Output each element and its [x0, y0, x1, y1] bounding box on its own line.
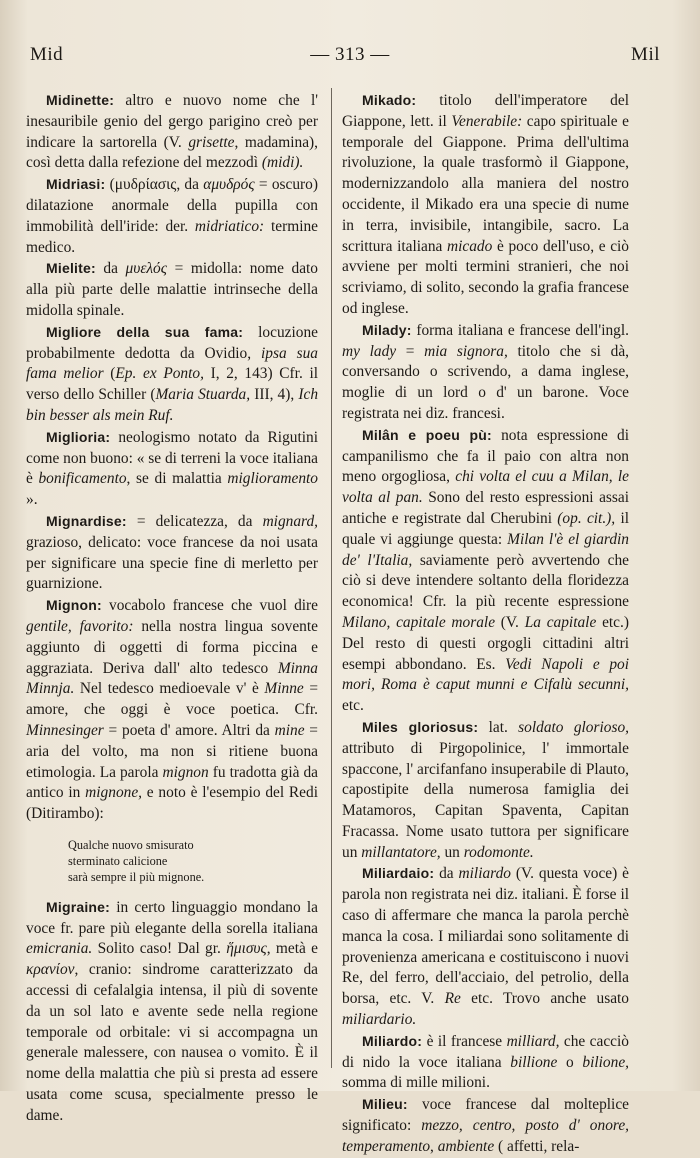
entry-text: capo spirituale e temporale del Giappone. Prima dell'ultima rivoluzione, la quale trasformò il Giappone, modernizzandolo alla maniera del nostro occidente, il Mikado era una specie di nume in terra, invisibile, intangibile, sacro. La scrittura italiana	[342, 112, 629, 255]
entry-text: un	[440, 843, 464, 861]
entry-italic-text: bilione,	[582, 1053, 629, 1071]
entry-italic-text: miliardo	[458, 865, 511, 883]
entry-italic-text: Minne	[264, 680, 304, 698]
entry-headword: Migraine:	[46, 898, 111, 915]
entry-headword: Miglioria:	[46, 428, 111, 445]
entry-italic-text: mine	[274, 721, 305, 739]
dictionary-entry	[342, 717, 629, 864]
entry-italic-text: mezzo, centro, posto d' onore, temperamento	[342, 1117, 629, 1155]
entry-text: è il francese	[422, 1032, 507, 1050]
right-entries	[342, 90, 629, 1158]
entry-text: (V.	[495, 613, 525, 631]
entry-text: ( affetti, rela-	[494, 1137, 580, 1155]
entry-italic-text: Minna Minnja.	[26, 659, 318, 698]
entry-text: che cacciò di nido la voce italiana	[342, 1032, 629, 1071]
quote-line: Qualche nuovo smisurato	[68, 837, 194, 852]
entry-italic-text: (op. cit.),	[557, 509, 616, 527]
entry-text: ,	[430, 1137, 438, 1155]
entry-text: attributo di Pirgopolinice, l' immortale spaccone, l' arcifanfano insuperabile di Plauto, capostipite della numerosa famiglia dei Matamoros, Capitan Spaventa, Capitan Fracassa. Nome usato tuttora per significare un	[342, 739, 629, 861]
entry-italic-text: midriatico:	[194, 217, 265, 235]
entry-text: (μυδρίασις, da	[105, 176, 204, 194]
right-column	[342, 90, 629, 1158]
entry-text: etc.	[342, 697, 364, 715]
entry-text: = midolla: nome dato alla più parte delle malattie intrinseche della midolla spinale.	[26, 260, 318, 319]
entry-text: termine medico.	[26, 217, 318, 256]
entry-text: = amore, che oggi è voce poetica. Cfr.	[26, 680, 318, 719]
entry-text: , madamina), così detta dalla refezione del mezzodì	[26, 133, 318, 172]
entry-text: è poco dell'uso, e ciò avviene per molti termini stranieri, che noi scriviamo, di solito, secondo la grafia francese od inglese.	[342, 237, 630, 317]
entry-text: voce francese dal molteplice significato:	[342, 1096, 629, 1135]
entry-italic-text: Milano, capitale morale	[342, 613, 496, 631]
entry-italic-text: micado	[447, 237, 493, 255]
entry-text: grazioso, delicato: voce francese da noi usata per significare una specie fine di merletto per guarnizione.	[26, 533, 318, 593]
entry-italic-text: soldato glorioso,	[518, 718, 629, 736]
dictionary-entry	[342, 1031, 629, 1094]
entry-text: = aria del volto, ma non si ritiene buona etimologia. La parola	[26, 721, 318, 781]
entry-italic-text: μυελός	[125, 260, 167, 278]
dictionary-entry	[26, 258, 318, 321]
entry-headword: Miliardaio:	[362, 865, 435, 882]
entry-text: lat.	[478, 718, 519, 736]
entry-text: in certo linguaggio mondano la voce fr. pare più elegante della sorella italiana	[26, 898, 318, 937]
running-head-right: Mil	[631, 44, 660, 65]
entry-text: = delicatezza, da	[126, 512, 263, 530]
dictionary-entry	[26, 897, 318, 1127]
entry-text: altro e nuovo nome che l' inesauribile genio del gergo parigino creò per indicare la sartorella (V.	[26, 92, 318, 151]
entry-text: titolo dell'imperatore del Giappone, lett. il	[342, 92, 629, 130]
quote-line: sterminato calicione	[68, 853, 168, 868]
entry-text: etc. Trovo anche usato	[460, 990, 629, 1008]
page-number: — 313 —	[310, 44, 390, 65]
entry-italic-text: ipsa sua fama melior	[26, 344, 318, 383]
entry-italic-text: ambiente	[437, 1137, 495, 1155]
entry-text: III, 4),	[250, 386, 299, 404]
entry-italic-text: rodomonte.	[463, 843, 534, 861]
entry-italic-text: Ich bin besser als mein Ruf.	[26, 386, 319, 424]
entry-italic-text: mignard,	[262, 512, 318, 530]
entry-headword: Mikado:	[362, 92, 417, 108]
entry-text: , metà e	[266, 940, 318, 958]
entry-text: , cranio: sindrome caratterizzato da accessi di cefalalgia intensa, il più di sovente da un sol lato e avente sede nella regione temporale od orbitale: vi si accompagna un generale malessere, con nausea o vomito. È il nome della malattia che più si presta ad essere usata come scusa, specialmente presso le dame.	[26, 961, 318, 1124]
entry-italic-text: Ep. ex Ponto,	[115, 365, 204, 383]
entry-text: I, 2, 143) Cfr. il verso dello Schiller (	[26, 365, 318, 404]
entry-text: nota espressione di campanilismo che fa il paio con altra non meno orgogliosa,	[342, 426, 629, 486]
entry-italic-text: ἥμισυς	[226, 940, 267, 958]
left-column	[26, 90, 318, 1127]
entry-text: o	[557, 1053, 583, 1071]
entry-italic-text: my lady	[342, 342, 397, 360]
dictionary-entry	[26, 174, 318, 258]
entry-text: da	[434, 865, 459, 883]
running-head-left: Mid	[30, 44, 64, 65]
quote-line: sarà sempre il più mignone.	[68, 869, 205, 884]
dictionary-entry	[26, 90, 318, 174]
entry-italic-text: mignon	[162, 763, 209, 781]
poem-quote	[68, 837, 318, 885]
entry-italic-text: Minnesinger	[26, 721, 104, 739]
entry-headword: Midriasi:	[46, 176, 106, 193]
entry-text: Solito caso! Dal gr.	[92, 940, 227, 958]
entry-italic-text: κρανίον	[26, 961, 75, 979]
entry-text: titolo che si dà, conversando o scrivendo, a dama inglese, moglie di un lord o d' un barone. Voce registrata nei diz. francesi.	[342, 342, 629, 422]
entry-text: Sono del resto espressioni assai antiche e registrate dal Cherubini	[342, 489, 629, 527]
entry-text: da	[95, 260, 126, 278]
running-head	[0, 34, 700, 64]
dictionary-entry	[26, 595, 318, 825]
entry-headword: Midinette:	[46, 92, 115, 108]
dictionary-entry	[342, 90, 629, 320]
entry-text: Nel tedesco medioevale v' è	[74, 680, 265, 698]
entry-italic-text: Vedi Napoli e poi mori, Roma è caput munni e Cifalù secunni,	[342, 655, 629, 694]
dictionary-entry	[26, 427, 318, 511]
entry-italic-text: Maria Stuarda,	[155, 386, 251, 404]
entry-text: fu tradotta già da antico in	[26, 763, 318, 802]
entry-text: = poeta d' amore. Altri da	[103, 721, 275, 739]
entry-italic-text: emicrania.	[26, 940, 93, 958]
dictionary-entry	[26, 511, 318, 595]
entry-text: ».	[26, 491, 38, 509]
entry-headword: Mignon:	[46, 597, 102, 614]
entry-italic-text: La capitale	[524, 613, 597, 631]
entry-headword: Migliore della sua fama:	[46, 323, 244, 340]
entry-text: somma di mille milioni.	[342, 1074, 490, 1092]
entry-headword: Milân e poeu pù:	[362, 426, 492, 443]
entry-text: (V. questa voce) è parola non registrata nei diz. italiani. È forse il caso di affermare che manca la parola perchè manca la cosa. I miliardai sono solitamente di provenienza americana e costituiscono i nuovi Re, del ferro, dell'acciaio, del petrolio, della borsa, etc. V.	[342, 865, 629, 1008]
dictionary-entry	[342, 863, 629, 1030]
entry-text: neologismo notato da Rigutini come non buono: « se di terreni la voce italiana è	[26, 428, 318, 488]
entry-text: forma italiana e francese dell'ingl.	[411, 321, 629, 339]
entry-text: nella nostra lingua sovente aggiunto di oggetti di forma piccina e aggraziata. Deriva dall' alto tedesco	[26, 617, 318, 677]
entry-italic-text: αμυδρός	[203, 176, 255, 194]
entry-italic-text: millantatore,	[361, 843, 441, 861]
entry-text: locuzione probabilmente dedotta da Ovidio,	[26, 323, 318, 362]
entry-italic-text: gentile, favorito:	[26, 617, 134, 635]
entry-headword: Mignardise:	[46, 512, 127, 529]
entry-italic-text: bonificamento	[38, 470, 127, 488]
entry-text: e noto è l'esempio del Redi (Ditirambo):	[26, 784, 318, 823]
entry-italic-text: miglioramento	[227, 470, 318, 488]
dictionary-entry	[26, 322, 318, 427]
entry-headword: Mielite:	[46, 260, 96, 277]
entry-headword: Miles gloriosus:	[362, 718, 479, 735]
entry-italic-text: (midi).	[261, 154, 304, 172]
dictionary-entry	[342, 320, 629, 425]
entry-italic-text: miliardario.	[342, 1011, 417, 1029]
entry-text: , se di malattia	[126, 470, 228, 488]
entry-headword: Miliardo:	[362, 1032, 423, 1049]
dictionary-entry	[342, 1094, 629, 1157]
entry-text: saviamente però avvertendo che ciò si deve intendere soltanto della floridezza economica! Cfr. la più recente espressione	[342, 551, 629, 611]
entry-italic-text: Re	[444, 990, 461, 1008]
entry-text: (	[103, 365, 116, 383]
entry-italic-text: chi volta el cuu a Milan, le volta al pan.	[342, 468, 630, 507]
entry-italic-text: Milan l'è el giardin de' l'Italia,	[342, 530, 629, 569]
entry-text: etc.) Del resto di questi orgogli cittadini altri esempi abbondano. Es.	[342, 613, 629, 673]
entry-headword: Milady:	[362, 321, 412, 338]
entry-text: =	[396, 342, 425, 360]
entry-italic-text: grisette	[188, 133, 235, 151]
entry-italic-text: mignone,	[85, 784, 143, 802]
left-entries	[26, 90, 318, 825]
entry-italic-text: mia signora,	[424, 342, 508, 360]
entry-italic-text: Venerabile:	[451, 112, 523, 130]
entry-headword: Milieu:	[362, 1096, 408, 1113]
entry-text: = oscuro) dilatazione anormale della pupilla con immobilità dell'iride: der.	[26, 176, 318, 235]
entry-italic-text: billione	[510, 1053, 558, 1071]
entry-text: vocabolo francese che vuol dire	[101, 597, 318, 615]
entry-italic-text: milliard,	[506, 1032, 560, 1050]
column-divider	[331, 88, 332, 1068]
entry-text: il quale vi aggiunge questa:	[342, 509, 629, 548]
left-entries-after	[26, 897, 318, 1127]
dictionary-entry	[342, 425, 629, 717]
